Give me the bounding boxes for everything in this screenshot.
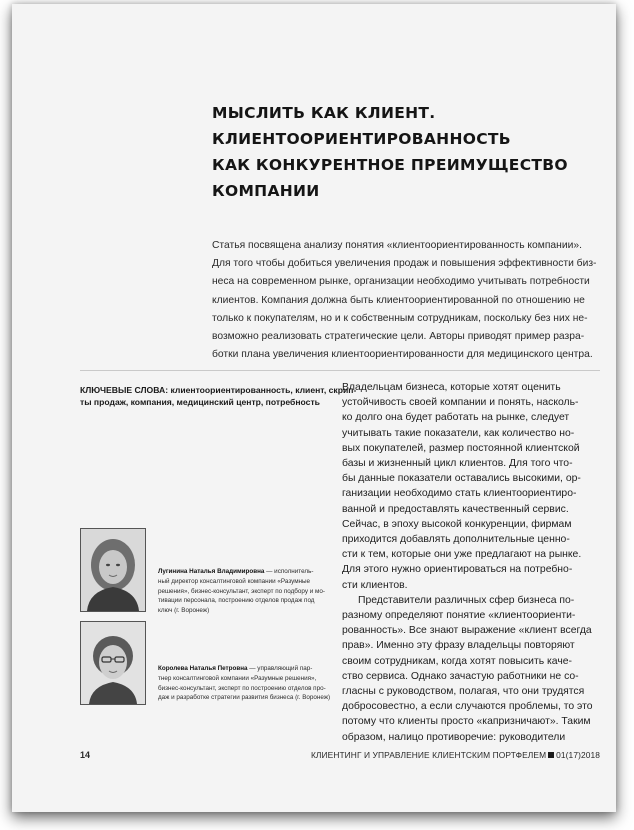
author-name: Королева Наталья Петровна: [158, 665, 248, 672]
abstract-line: ботки плана увеличения клиентоориентированности для медицинского центра.: [212, 349, 593, 361]
keywords-block: [80, 384, 357, 409]
title-line: КЛИЕНТООРИЕНТИРОВАННОСТЬ: [212, 130, 511, 148]
author-bio-line: даж и разработке стратегии развития бизнеса (г. Воронеж): [158, 694, 331, 702]
journal-running-head: [311, 750, 600, 760]
body-line: рованность». Все знают выражение «клиент всегда: [342, 625, 592, 637]
article-abstract: [212, 237, 597, 364]
abstract-line: только к покупателям, но и к собственным сотрудникам, поскольку без них не-: [212, 312, 588, 324]
author-bio-line: — управляющий пар-: [247, 665, 313, 672]
author-bio-line: тнер консалтинговой компании «Разумные решения»,: [158, 674, 317, 682]
body-line: сти к тем, которые они уже предлагают на рынке.: [342, 549, 582, 561]
page-number: 14: [80, 750, 91, 760]
abstract-line: Для того чтобы добиться увеличения продаж и повышения эффективности биз-: [212, 258, 597, 270]
body-line: образом, налицо противоречие: руководители: [342, 731, 566, 743]
journal-page: [12, 4, 616, 812]
keywords-line: ты продаж, компания, медицинский центр, потребность: [80, 397, 320, 408]
body-line: приходится добавлять дополнительные ценно-: [342, 534, 570, 546]
body-line: разному определяют понятие «клиентоориенти-: [342, 610, 576, 622]
keywords-line: КЛЮЧЕВЫЕ СЛОВА: клиентоориентированность, клиент, скрип-: [80, 385, 357, 395]
author-bio-line: бизнес-консультант, эксперт по построению отделов про-: [158, 684, 326, 692]
portrait-image: [81, 622, 145, 704]
body-line: ство сервиса. Однако зачастую работники не со-: [342, 670, 579, 682]
body-line: устойчивость своей компании и понять, насколь-: [342, 397, 579, 409]
title-line: КАК КОНКУРЕНТНОЕ ПРЕИМУЩЕСТВО: [212, 156, 568, 174]
abstract-line: клиентов. Компания должна быть клиентоориентированной по отношению не: [212, 294, 585, 306]
body-line: Для этого нужно ориентироваться на потребно-: [342, 564, 573, 576]
abstract-line: неса на современном рынке, организации необходимо учитывать потребности: [212, 276, 590, 288]
author-bio-line: решения», бизнес-консультант, эксперт по подбору и мо-: [158, 587, 325, 595]
author-bio-line: — исполнитель-: [264, 568, 314, 575]
body-line: Представители различных сфер бизнеса по-: [358, 594, 575, 606]
author-info-koroleva: [158, 664, 331, 703]
square-bullet-icon: [548, 752, 554, 758]
body-line: ко долго она будет работать на рынке, следует: [342, 412, 570, 424]
author-bio-line: тивации персонала, построению отделов продаж под: [158, 597, 315, 605]
author-bio-line: ключ (г. Воронеж): [158, 607, 210, 615]
title-line: КОМПАНИИ: [212, 182, 320, 200]
body-line: вых покупателей, размер постоянной клиентской: [342, 442, 580, 454]
author-bio-line: ный директор консалтинговой компании «Разумные: [158, 577, 311, 585]
body-line: Сейчас, в эпоху высокой конкуренции, фирмам: [342, 518, 572, 530]
abstract-line: возможно реализовать стратегические цели. Авторы приводят пример разра-: [212, 331, 585, 343]
author-name: Лугинина Наталья Владимировна: [158, 568, 265, 575]
journal-name: КЛИЕНТИНГ И УПРАВЛЕНИЕ КЛИЕНТСКИМ ПОРТФЕЛЕМ: [310, 750, 547, 760]
section-divider: [80, 370, 600, 371]
author-info-luginina: [158, 567, 326, 616]
body-line: своим сотрудникам, когда хотят повысить каче-: [342, 655, 573, 667]
abstract-line: Статья посвящена анализу понятия «клиентоориентированность компании».: [212, 240, 582, 251]
body-line: потому что клиенты просто «капризничают». Таким: [342, 716, 591, 728]
issue-number: 01(17)2018: [556, 750, 600, 760]
body-line: ванной и предоставлять качественный сервис.: [342, 503, 569, 515]
body-line: бы данные показатели оставались высокими, ор-: [342, 473, 581, 485]
article-body: [342, 380, 600, 745]
body-line: учитывать такие показатели, как количество но-: [342, 427, 575, 439]
body-line: прав». Именно эту фразу владельцы повторяют: [342, 640, 575, 652]
body-line: Владельцам бизнеса, которые хотят оценить: [342, 382, 561, 393]
author-photo-koroleva: [80, 621, 146, 705]
page-footer: [80, 750, 600, 764]
body-line: гласны с руководством, полагая, что они трудятся: [342, 686, 585, 698]
portrait-image: [81, 529, 145, 611]
article-title: [212, 100, 602, 204]
author-photo-luginina: [80, 528, 146, 612]
body-line: ганизации необходимо стать клиентоориентиро-: [342, 488, 577, 500]
body-line: сти клиентов.: [342, 579, 408, 591]
body-line: базы и жизненный цикл клиентов. Для того что-: [342, 458, 573, 470]
title-line: МЫСЛИТЬ КАК КЛИЕНТ.: [212, 104, 436, 122]
body-line: добросовестно, а если случаются проблемы, то это: [342, 701, 593, 713]
